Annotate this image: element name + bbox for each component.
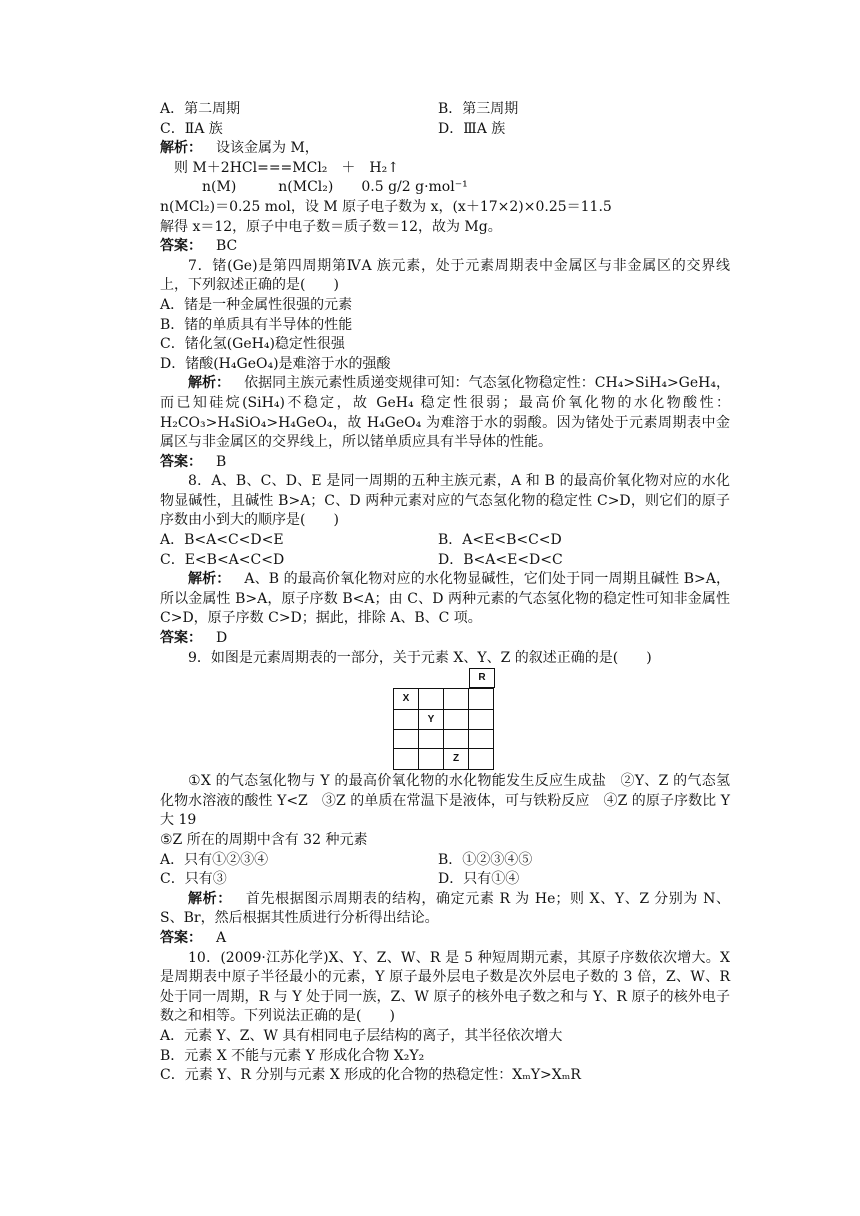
document-page bbox=[160, 100, 730, 1086]
q7-analysis bbox=[160, 374, 730, 452]
q7-answer bbox=[160, 453, 730, 473]
q10-option-b: B．元素 X 不能与元素 Y 形成化合物 X₂Y₂ bbox=[160, 1047, 425, 1064]
q8-options-ab bbox=[160, 531, 730, 551]
q8-options-cd bbox=[160, 551, 730, 571]
table-cell bbox=[419, 749, 444, 770]
table-cell bbox=[394, 749, 419, 770]
q9-options-cd bbox=[160, 870, 730, 890]
q8-answer-value: D bbox=[216, 630, 228, 647]
q10-option-c: C．元素 Y、R 分别与元素 X 形成的化合物的热稳定性：XₘY>XₘR bbox=[160, 1067, 581, 1084]
q9-stem: 9．如图是元素周期表的一部分，关于元素 X、Y、Z 的叙述正确的是( ) bbox=[188, 649, 652, 666]
answer-label: 答案： bbox=[160, 929, 202, 946]
q6-options-cd bbox=[160, 120, 730, 140]
q8-option-b: B．A<E<B<C<D bbox=[438, 532, 562, 549]
table-cell bbox=[444, 709, 469, 730]
q8-analysis bbox=[160, 570, 730, 629]
table-cell-y: Y bbox=[419, 709, 444, 730]
table-cell bbox=[444, 730, 469, 749]
periodic-table-fragment bbox=[160, 670, 730, 770]
answer-label: 答案： bbox=[160, 238, 202, 255]
q9-analysis-text: 首先根据图示周期表的结构，确定元素 R 为 He；则 X、Y、Z 分别为 N、S、Br，然后根据其性质进行分析得出结论。 bbox=[160, 890, 731, 927]
q9-statements: ①X 的气态氢化物与 Y 的最高价氧化物的水化物能发生反应生成盐 ②Y、Z 的气态氢化物水溶液的酸性 Y<Z ③Z 的单质在常温下是液体，可与铁粉反应 ④Z 的原子序数比 Y 大 19 bbox=[160, 773, 730, 829]
q8-answer bbox=[160, 629, 730, 649]
q9-statement-5: ⑤Z 所在的周期中含有 32 种元素 bbox=[160, 832, 368, 848]
table-cell bbox=[469, 689, 494, 710]
q9-option-a: A．只有①②③④ bbox=[160, 851, 269, 868]
table-cell-x: X bbox=[394, 689, 419, 710]
q6-options-ab bbox=[160, 100, 730, 120]
q6-option-b: B．第三周期 bbox=[438, 101, 519, 117]
q7-option-d: D．锗酸(H₄GeO₄)是难溶于水的强酸 bbox=[160, 355, 391, 372]
q8-option-d: D．B<A<E<D<C bbox=[438, 551, 563, 568]
q9-answer-value: A bbox=[216, 929, 227, 946]
periodic-table-grid bbox=[393, 688, 494, 770]
q8-stem: 8．A、B、C、D、E 是同一周期的五种主族元素，A 和 B 的最高价氧化物对应的水化物显碱性，且碱性 B>A；C、D 两种元素对应的气态氢化物的稳定性 C>D，则它们的原子序数由小到大的顺序是( ) bbox=[160, 473, 730, 529]
q9-analysis bbox=[160, 890, 730, 929]
q8-option-a: A．B<A<C<D<E bbox=[160, 532, 284, 549]
analysis-label: 解析： bbox=[188, 890, 232, 907]
q6-result: 解得 x＝12，原子中电子数＝质子数＝12，故为 Mg。 bbox=[160, 218, 502, 235]
q7-stem: 7．锗(Ge)是第四周期第ⅣA 族元素，处于元素周期表中金属区与非金属区的交界线上，下列叙述正确的是( ) bbox=[160, 257, 730, 294]
q7-answer-value: B bbox=[216, 453, 227, 470]
q7-option-b: B．锗的单质具有半导体的性能 bbox=[160, 316, 353, 333]
q7-option-a: A．锗是一种金属性很强的元素 bbox=[160, 296, 353, 313]
q6-equation-quantities: n(M) n(MCl₂) 0.5 g/2 g·mol⁻¹ bbox=[202, 179, 468, 196]
q6-option-a: A．第二周期 bbox=[160, 101, 241, 117]
q10-stem: 10．(2009·江苏化学)X、Y、Z、W、R 是 5 种短周期元素，其原子序数依次增大。X 是周期表中原子半径最小的元素，Y 原子最外层电子数是次外层电子数的 3 倍，Z、W、R 处于同一周期，R 与 Y 处于同一族，Z、W 原子的核外电子数之和与 Y、R 原子的核外电子数之和相等。下列说法正确的是( ) bbox=[160, 949, 730, 1025]
table-cell bbox=[419, 730, 444, 749]
table-cell bbox=[394, 709, 419, 730]
table-cell bbox=[394, 730, 419, 749]
answer-label: 答案： bbox=[160, 630, 202, 647]
q6-answer bbox=[160, 237, 730, 257]
table-cell-r: R bbox=[469, 668, 495, 688]
q8-analysis-text: A、B 的最高价氧化物对应的水化物显碱性，它们处于同一周期且碱性 B>A，所以金属性 B>A，原子序数 B<A；由 C、D 两种元素的气态氢化物的稳定性可知非金属性 C>D，原子序数 C>D；据此，排除 A、B、C 项。 bbox=[160, 571, 730, 627]
q7-analysis-text: 依据同主族元素性质递变规律可知：气态氢化物稳定性：CH₄>SiH₄>GeH₄，而已知硅烷(SiH₄)不稳定，故 GeH₄ 稳定性很弱；最高价氧化物的水化物酸性：H₂CO₃>H₄SiO₄>H₄GeO₄，故 H₄GeO₄ 为难溶于水的弱酸。因为锗处于元素周期表中金属区与非金属区的交界线上，所以锗单质应具有半导体的性能。 bbox=[160, 375, 730, 451]
analysis-label: 解析： bbox=[160, 140, 202, 157]
analysis-label: 解析： bbox=[188, 571, 231, 588]
q9-option-b: B．①②③④⑤ bbox=[438, 851, 533, 868]
table-cell bbox=[469, 749, 494, 770]
table-cell bbox=[444, 689, 469, 710]
q6-option-d: D．ⅢA 族 bbox=[438, 120, 506, 137]
q9-option-c: C．只有③ bbox=[160, 871, 227, 888]
table-cell bbox=[419, 689, 444, 710]
q8-option-c: C．E<B<A<C<D bbox=[160, 551, 285, 568]
table-cell-z: Z bbox=[444, 749, 469, 770]
q9-options-ab bbox=[160, 851, 730, 871]
table-cell bbox=[469, 709, 494, 730]
q6-calculation: n(MCl₂)＝0.25 mol，设 M 原子电子数为 x，(x＋17×2)×0.25＝11.5 bbox=[160, 198, 612, 215]
q10-option-a: A．元素 Y、Z、W 具有相同电子层结构的离子，其半径依次增大 bbox=[160, 1027, 563, 1044]
q9-answer bbox=[160, 929, 730, 949]
q6-analysis bbox=[160, 139, 730, 159]
q6-option-c: C．ⅡA 族 bbox=[160, 120, 223, 137]
q7-option-c: C．锗化氢(GeH₄)稳定性很强 bbox=[160, 336, 345, 353]
analysis-label: 解析： bbox=[188, 375, 231, 392]
q6-equation: 则 M＋2HCl===MCl₂ ＋ H₂↑ bbox=[174, 159, 399, 176]
q6-answer-value: BC bbox=[216, 238, 238, 255]
q6-analysis-intro: 设该金属为 M， bbox=[216, 140, 319, 157]
answer-label: 答案： bbox=[160, 453, 202, 470]
table-cell bbox=[469, 730, 494, 749]
q9-option-d: D．只有①④ bbox=[438, 871, 520, 888]
